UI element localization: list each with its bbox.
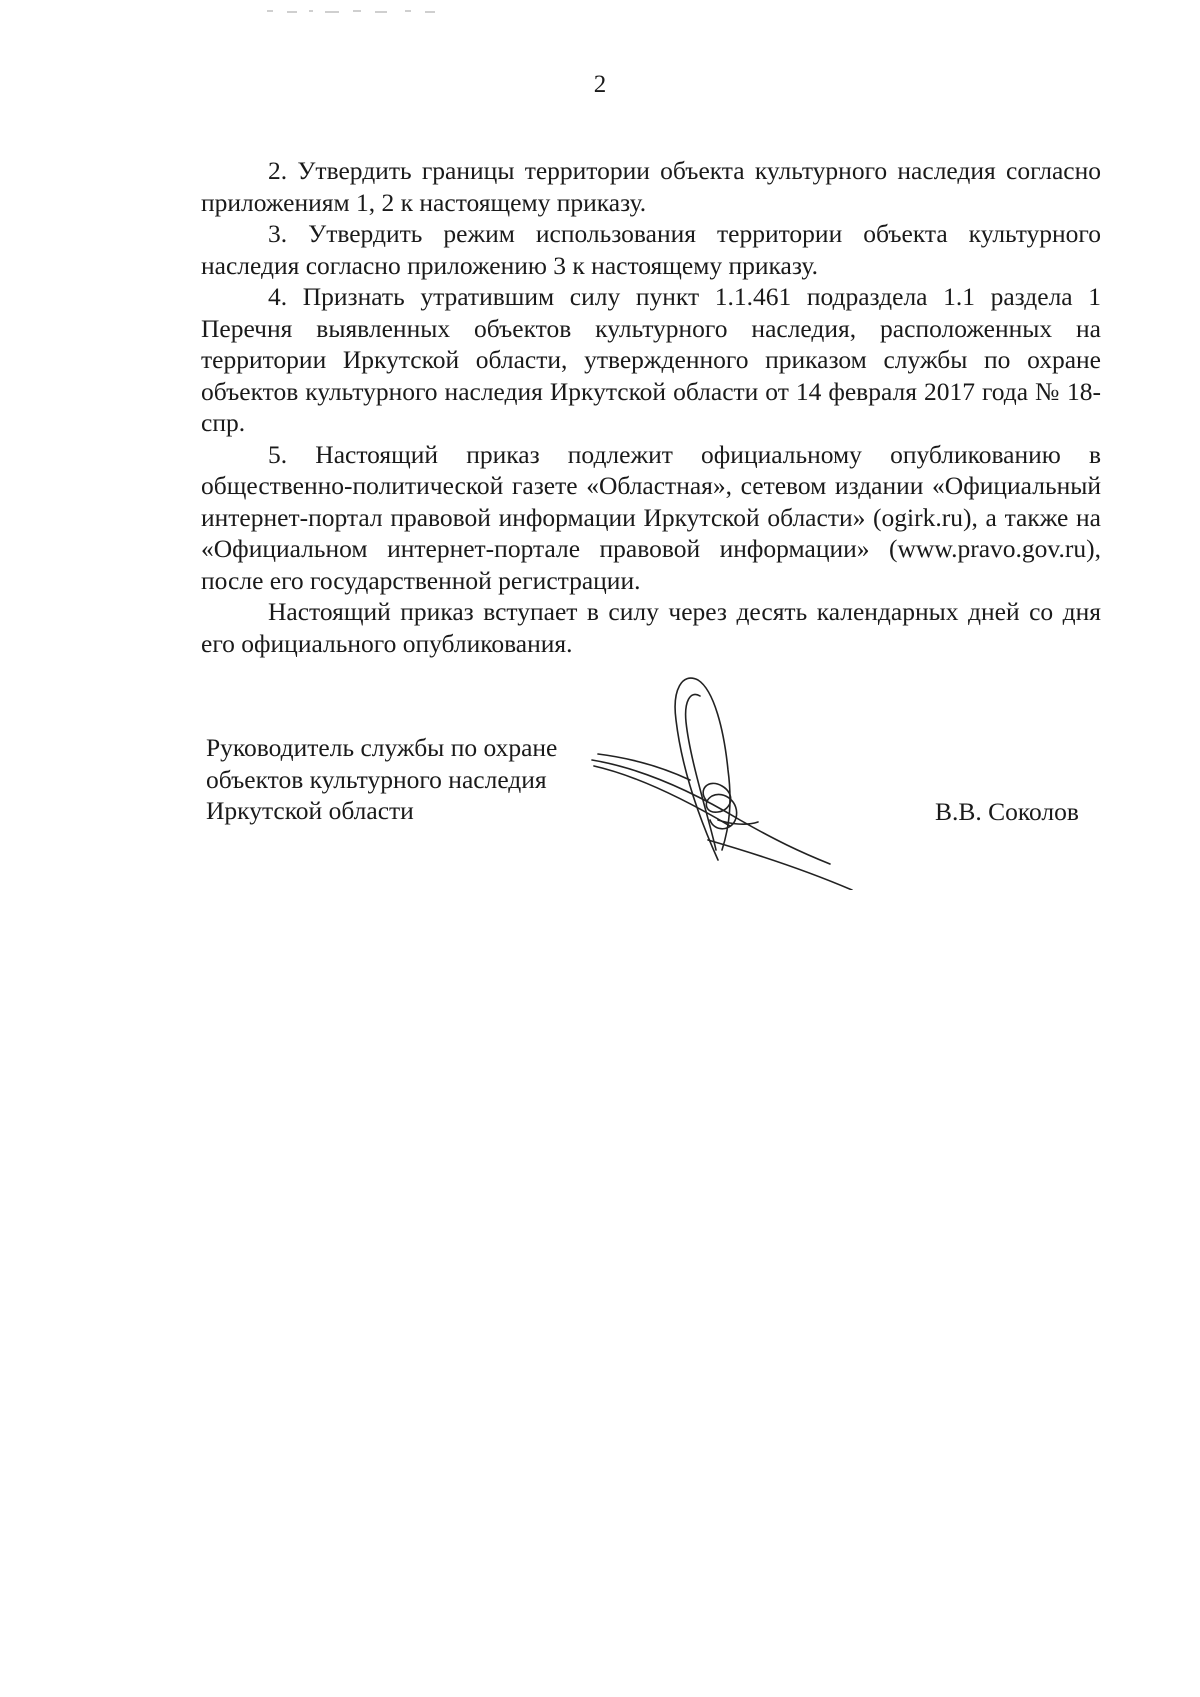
paragraph-entry-into-force: Настоящий приказ вступает в силу через десять календарных дней со дня его официального опубликования.: [201, 597, 1101, 658]
handwritten-signature-icon: [590, 650, 910, 890]
page-number: 2: [593, 71, 607, 98]
paragraph-item-3: 3. Утвердить режим использования территории объекта культурного наследия согласно приложению 3 к настоящему приказу.: [201, 219, 1101, 280]
signature-position: [206, 732, 606, 827]
signer-name: В.В. Соколов: [935, 797, 1079, 826]
document-body: [201, 155, 1101, 659]
paragraph-item-2: 2. Утвердить границы территории объекта культурного наследия согласно приложениям 1, 2 к настоящему приказу.: [201, 156, 1101, 217]
paragraph-item-4: 4. Признать утратившим силу пункт 1.1.461 подраздела 1.1 раздела 1 Перечня выявленных объектов культурного наследия, расположенных на территории Иркутской области, утвержденного приказом службы по охране объектов культурного наследия Иркутской области от 14 февраля 2017 года № 18-спр.: [201, 282, 1101, 437]
scan-artifact: [265, 8, 445, 16]
position-line: Руководитель службы по охране: [206, 733, 558, 762]
position-line: Иркутской области: [206, 796, 414, 825]
position-line: объектов культурного наследия: [206, 764, 547, 794]
paragraph-item-5: 5. Настоящий приказ подлежит официальному опубликованию в общественно-политической газете «Областная», сетевом издании «Официальный интернет-портал правовой информации Иркутской области» (ogirk.ru), а также на «Официальном интернет-портале правовой информации» (www.pravo.gov.ru), после его государственной регистрации.: [201, 439, 1101, 595]
